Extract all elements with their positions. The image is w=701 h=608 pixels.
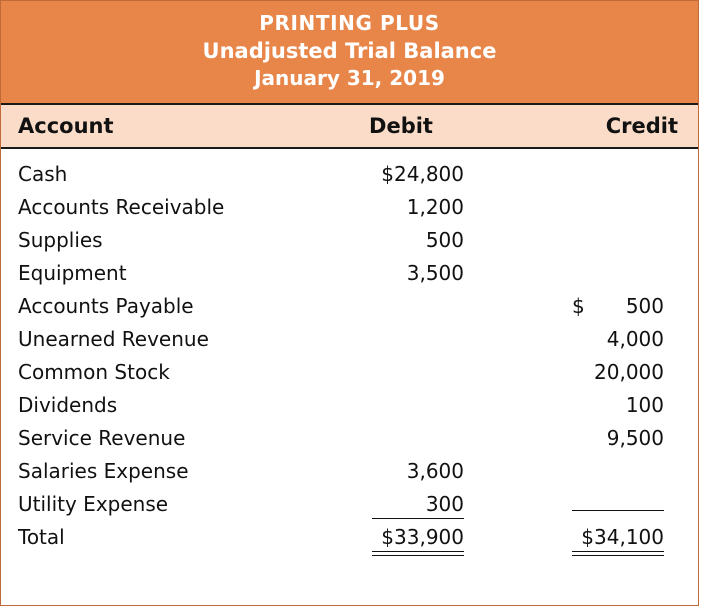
credit-value: 20,000 — [594, 360, 664, 385]
credit-amount — [482, 426, 682, 450]
credit-value — [572, 294, 664, 318]
account-name: Service Revenue — [18, 426, 186, 451]
table-column-headers — [1, 103, 698, 149]
credit-amount — [482, 492, 682, 516]
credit-amount — [482, 228, 682, 252]
debit-amount — [306, 459, 466, 483]
currency-symbol: $ — [572, 294, 585, 319]
credit-value: 9,500 — [606, 426, 664, 451]
account-name: Accounts Payable — [18, 294, 194, 319]
debit-amount — [306, 360, 466, 384]
account-name: Salaries Expense — [18, 459, 189, 484]
table-row — [1, 261, 698, 294]
table-row — [1, 360, 698, 393]
credit-value-number: 500 — [625, 294, 664, 319]
table-row — [1, 459, 698, 492]
credit-value: 4,000 — [606, 327, 664, 352]
account-name: Dividends — [18, 393, 118, 418]
credit-value: 100 — [625, 393, 664, 418]
credit-amount — [482, 162, 682, 186]
account-name: Equipment — [18, 261, 127, 286]
total-debit-value: $33,900 — [372, 525, 464, 552]
company-name: PRINTING PLUS — [259, 11, 440, 35]
table-row — [1, 393, 698, 426]
table-row — [1, 327, 698, 360]
account-name: Accounts Receivable — [18, 195, 225, 220]
total-row — [1, 525, 698, 558]
debit-amount — [306, 393, 466, 417]
credit-amount — [482, 327, 682, 351]
credit-amount — [482, 459, 682, 483]
debit-amount — [306, 327, 466, 351]
total-credit — [482, 525, 682, 552]
credit-amount — [482, 195, 682, 219]
debit-amount — [306, 195, 466, 219]
total-label: Total — [18, 525, 65, 550]
column-header-account: Account — [18, 114, 114, 139]
table-row — [1, 492, 698, 525]
debit-amount — [306, 228, 466, 252]
account-name: Common Stock — [18, 360, 170, 385]
debit-amount — [306, 492, 466, 519]
debit-amount — [306, 162, 466, 186]
statement-date: January 31, 2019 — [254, 66, 445, 91]
total-credit-value: $34,100 — [572, 525, 664, 552]
debit-amount — [306, 294, 466, 318]
credit-amount — [482, 261, 682, 285]
table-row — [1, 426, 698, 459]
table-row — [1, 162, 698, 195]
document-header — [1, 1, 698, 103]
debit-value: 3,600 — [406, 459, 464, 484]
column-header-credit: Credit — [605, 114, 678, 139]
table-row — [1, 294, 698, 327]
table-row — [1, 195, 698, 228]
table-row — [1, 228, 698, 261]
debit-amount — [306, 261, 466, 285]
debit-value: 500 — [425, 228, 464, 253]
account-name: Unearned Revenue — [18, 327, 209, 352]
account-name: Cash — [18, 162, 68, 187]
total-debit — [306, 525, 466, 552]
credit-amount — [482, 294, 682, 318]
column-header-debit: Debit — [369, 114, 433, 139]
statement-title: Unadjusted Trial Balance — [202, 39, 497, 63]
credit-amount — [482, 360, 682, 384]
debit-amount — [306, 426, 466, 450]
credit-amount — [482, 393, 682, 417]
account-name: Utility Expense — [18, 492, 169, 517]
debit-value: $24,800 — [381, 162, 464, 187]
debit-value: 300 — [372, 492, 464, 519]
debit-value: 3,500 — [406, 261, 464, 286]
account-name: Supplies — [18, 228, 103, 253]
table-body — [1, 149, 698, 605]
debit-value: 1,200 — [406, 195, 464, 220]
credit-value — [572, 508, 664, 511]
